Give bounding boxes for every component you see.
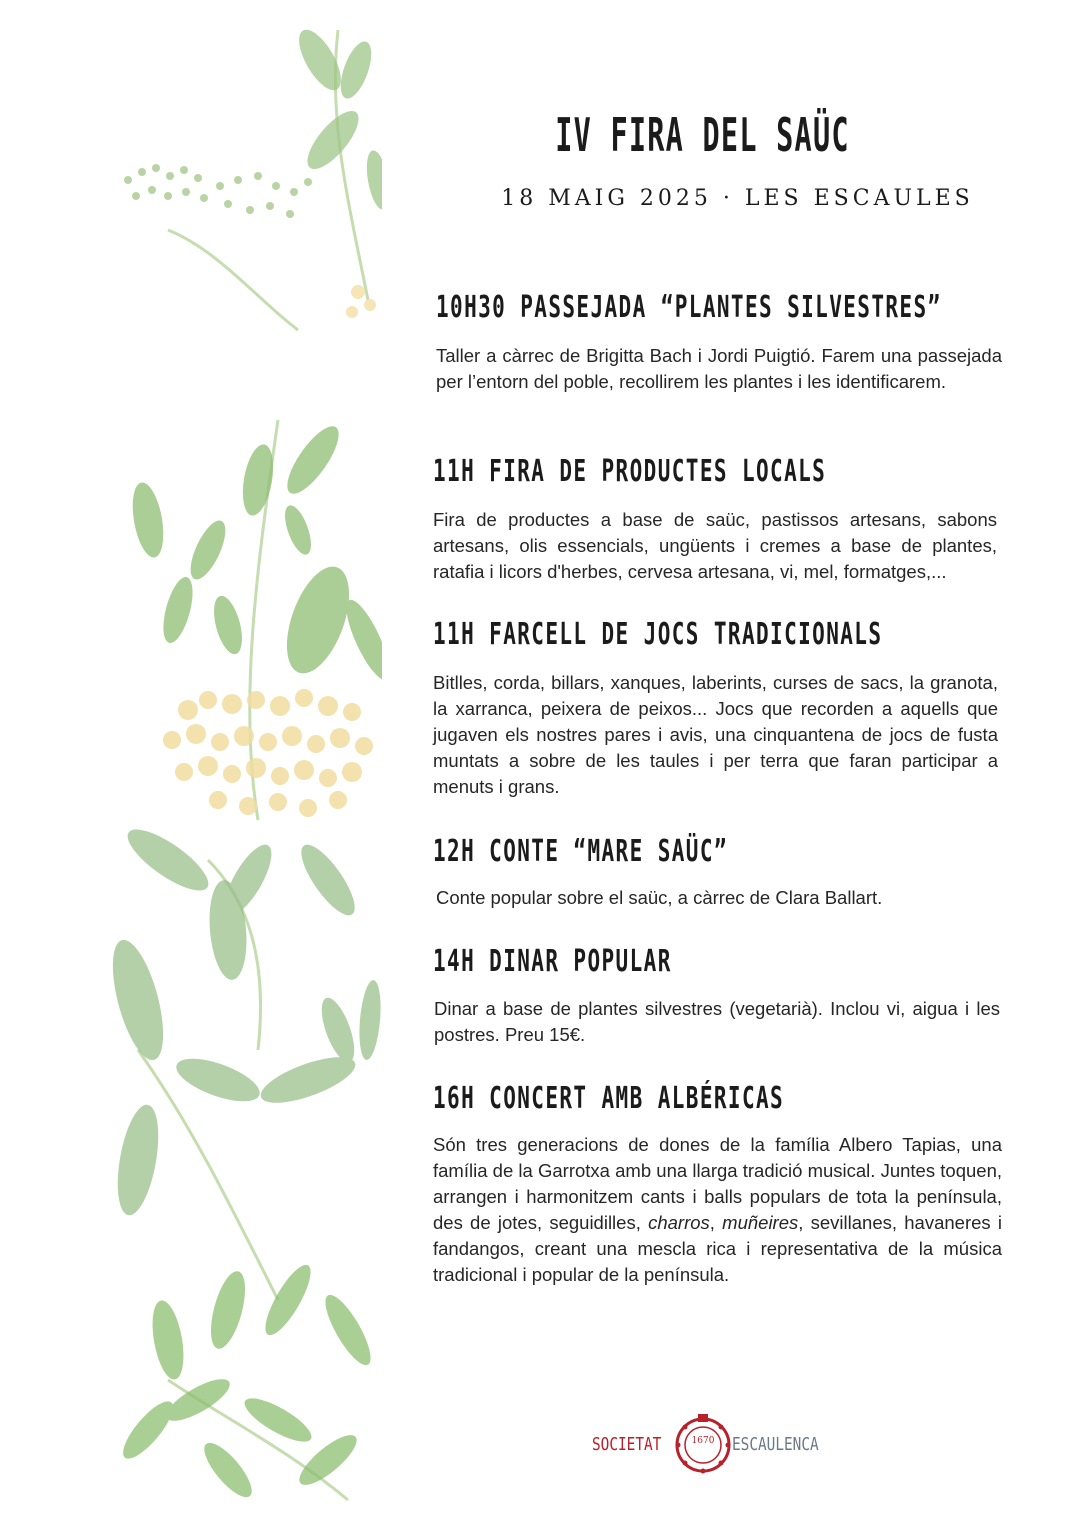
description-text: , sevillanes, havaneres i fandangos, creant una mescla rica i representativa de la música tradicional i popular de la península. (433, 1212, 1002, 1285)
societat-escaulenca-logo (592, 1410, 832, 1478)
description-text: , (709, 1212, 723, 1233)
event-description (433, 1132, 1002, 1288)
event-heading: 11H FIRA DE PRODUCTES LOCALS (433, 454, 827, 489)
logo-year: 1670 (691, 1436, 715, 1446)
event-description: Dinar a base de plantes silvestres (vegetarià). Inclou vi, aigua i les postres. Preu 15€. (434, 998, 1000, 1045)
page-title: IV FIRA DEL SAÜC (555, 108, 850, 162)
event-description: Fira de productes a base de saüc, pastissos artesans, sabons artesans, olis essencials, ungüents i cremes a base de plantes, ratafia i licors d'herbes, cervesa artesana, vi, mel, formatges,... (433, 509, 997, 582)
description-text: Són tres generacions de dones de la família Albero Tapias, una família de la Garrotxa amb una llarga tradició musical. Juntes toquen, arrangen i harmonitzem cants i balls populars de tota la península, des de jotes, seguidilles, (433, 1134, 1002, 1233)
event-description: Conte popular sobre el saüc, a càrrec de Clara Ballart. (436, 887, 883, 908)
event-heading: 10H30 PASSEJADA “PLANTES SILVESTRES” (436, 290, 942, 325)
description-italic: charros (648, 1212, 710, 1233)
logo-text-right: ESCAULENCA (732, 1434, 819, 1455)
event-heading: 16H CONCERT AMB ALBÉRICAS (433, 1081, 785, 1116)
description-italic: muñeires (722, 1212, 799, 1233)
event-date-location: 18 MAIG 2025 · LES ESCAULES (501, 186, 974, 211)
event-description: Taller a càrrec de Brigitta Bach i Jordi Puigtió. Farem una passejada per l’entorn del poble, recollirem les plantes i les identificarem. (436, 345, 1002, 392)
event-heading: 14H DINAR POPULAR (433, 944, 672, 979)
logo-text-left: SOCIETAT (592, 1434, 662, 1455)
event-heading: 11H FARCELL DE JOCS TRADICIONALS (433, 617, 883, 652)
event-description: Bitlles, corda, billars, xanques, laberints, curses de sacs, la granota, la xarranca, peixera de peixos... Jocs que recorden a aquells que jugaven els nostres pares i avis, una cinquantena de jocs de fusta muntats a sobre de les taules i per terra que faran participar a menuts i grans. (433, 672, 998, 797)
elderflower-leaves-illustration (108, 0, 382, 1536)
event-heading: 12H CONTE “MARE SAÜC” (433, 834, 728, 869)
botanical-illustration (108, 0, 382, 1536)
